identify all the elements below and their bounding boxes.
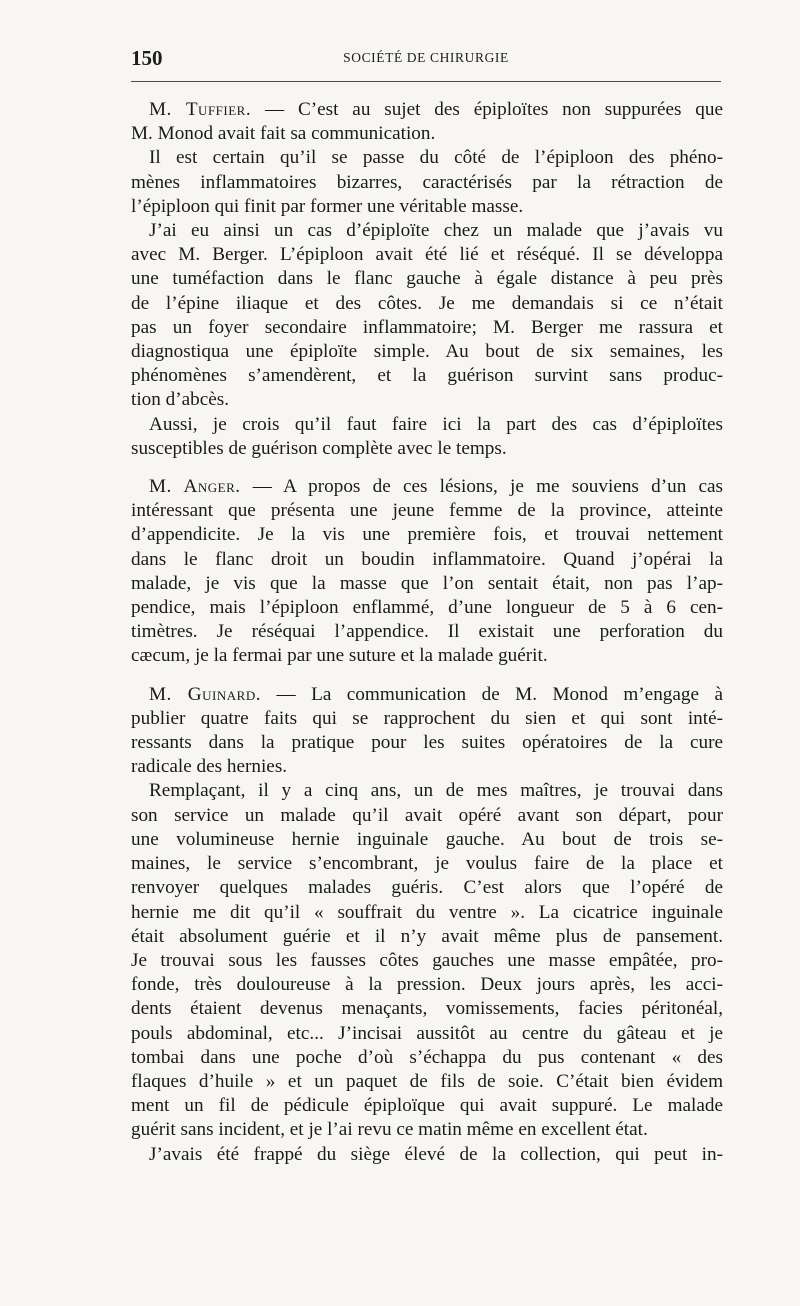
line-text: Remplaçant, il y a cinq ans, un de mes maîtres, je trouvai dans xyxy=(149,780,723,802)
text-line xyxy=(131,852,723,876)
text-line xyxy=(131,171,723,195)
text-line xyxy=(131,572,723,596)
line-text: une volumineuse hernie inguinale gauche. Au bout de trois se- xyxy=(131,828,723,850)
line-text: radicale des hernies. xyxy=(131,756,288,778)
text-line xyxy=(131,316,723,340)
text-line xyxy=(131,388,723,412)
text-line xyxy=(131,707,723,731)
text-line xyxy=(131,973,723,997)
line-text: pouls abdominal, etc... J’incisai aussitôt au centre du gâteau et je xyxy=(131,1022,723,1044)
text-line xyxy=(131,876,723,900)
line-text: tombai dans une poche d’où s’échappa du pus contenant « des xyxy=(131,1046,723,1068)
line-text: renvoyer quelques malades guéris. C’est alors que l’opéré de xyxy=(131,877,723,899)
text-line xyxy=(131,243,723,267)
line-text: ment un fil de pédicule épiploïque qui avait suppuré. Le malade xyxy=(131,1095,723,1117)
paragraph xyxy=(131,779,723,1142)
line-text: dents étaient devenus menaçants, vomissements, facies péritonéal, xyxy=(131,998,723,1020)
line-text: d’appendicite. Je la vis une première fois, et trouvai nettement xyxy=(131,524,723,546)
text-line xyxy=(131,644,723,668)
paragraph-gap xyxy=(131,669,723,683)
text-line xyxy=(131,731,723,755)
running-head: SOCIÉTÉ DE CHIRURGIE xyxy=(343,50,509,65)
text-line xyxy=(131,219,723,243)
paragraph-gap xyxy=(131,461,723,475)
text-line xyxy=(131,1143,723,1167)
speaker-paragraph xyxy=(131,683,723,780)
line-text: publier quatre faits qui se rapprochent du sien et qui sont inté- xyxy=(131,707,723,729)
line-text: l’épiploon qui finit par former une véritable masse. xyxy=(131,195,524,217)
line-text: une tuméfaction dans le flanc gauche à égale distance à peu près xyxy=(131,268,723,290)
speaker-name: M. Anger. xyxy=(149,476,241,498)
line-text: J’ai eu ainsi un cas d’épiploïte chez un malade que j’avais vu xyxy=(149,220,723,242)
text-line xyxy=(131,292,723,316)
speaker-paragraph xyxy=(131,475,723,669)
line-text: malade, je vis que la masse que l’on sentait était, non pas l’ap- xyxy=(131,572,723,594)
text-line xyxy=(131,195,723,219)
text-line xyxy=(131,779,723,803)
text-line xyxy=(131,122,723,146)
text-line xyxy=(131,1118,723,1142)
paragraph xyxy=(131,1143,723,1167)
line-text: dans le flanc droit un boudin inflammatoire. Quand j’opérai la xyxy=(131,548,723,570)
speaker-name: M. Guinard. xyxy=(149,683,262,705)
line-text: était absolument guérie et il n’y avait même plus de pansement. xyxy=(131,925,723,947)
line-text: diagnostiqua une épiploïte simple. Au bout de six semaines, les xyxy=(131,341,723,363)
line-text: Je trouvai sous les fausses côtes gauches une masse empâtée, pro- xyxy=(131,949,723,971)
text-line xyxy=(131,267,723,291)
text-line xyxy=(131,340,723,364)
text-line xyxy=(131,437,723,461)
text-line xyxy=(131,683,723,707)
paragraph xyxy=(131,413,723,461)
line-text: J’avais été frappé du siège élevé de la collection, qui peut in- xyxy=(149,1143,723,1165)
text-line xyxy=(131,925,723,949)
paragraph xyxy=(131,219,723,413)
line-text: hernie me dit qu’il « souffrait du ventre ». La cicatrice inguinale xyxy=(131,901,723,923)
line-text: tion d’abcès. xyxy=(131,389,230,411)
line-text: susceptibles de guérison complète avec le temps. xyxy=(131,437,507,459)
line-text: Il est certain qu’il se passe du côté de l’épiploon des phéno- xyxy=(149,147,723,169)
text-line xyxy=(131,828,723,852)
line-text: — C’est au sujet des épiploïtes non suppurées que xyxy=(251,99,723,120)
text-line xyxy=(131,523,723,547)
text-line xyxy=(131,755,723,779)
line-text: mènes inflammatoires bizarres, caractérisés par la rétraction de xyxy=(131,171,723,193)
line-text: flaques d’huile » et un paquet de fils de soie. C’était bien évidem xyxy=(131,1070,723,1092)
text-line xyxy=(131,1046,723,1070)
line-text: avec M. Berger. L’épiploon avait été lié et réséqué. Il se développa xyxy=(131,244,723,266)
page-header xyxy=(131,44,721,74)
text-line xyxy=(131,1022,723,1046)
text-line xyxy=(131,98,723,122)
line-text: intéressant que présenta une jeune femme de la province, atteinte xyxy=(131,500,723,522)
line-text: ressants dans la pratique pour les suites opératoires de la cure xyxy=(131,732,723,754)
line-text: Aussi, je crois qu’il faut faire ici la part des cas d’épiploïtes xyxy=(149,413,723,435)
line-text: cæcum, je la fermai par une suture et la malade guérit. xyxy=(131,645,548,667)
text-line xyxy=(131,1070,723,1094)
speaker-paragraph xyxy=(131,98,723,146)
line-text: guérit sans incident, et je l’ai revu ce matin même en excellent état. xyxy=(131,1119,648,1141)
text-line xyxy=(131,997,723,1021)
text-line xyxy=(131,364,723,388)
body-text xyxy=(131,98,723,1167)
text-line xyxy=(131,949,723,973)
text-line xyxy=(131,901,723,925)
speaker-name: M. Tuffier. xyxy=(149,99,252,120)
line-text: son service un malade qu’il avait opéré avant son départ, pour xyxy=(131,804,723,826)
line-text: M. Monod avait fait sa communication. xyxy=(131,123,436,145)
line-text: pas un foyer secondaire inflammatoire; M. Berger me rassura et xyxy=(131,316,723,338)
line-text: pendice, mais l’épiploon enflammé, d’une longueur de 5 à 6 cen- xyxy=(131,597,723,619)
line-text: phénomènes s’amendèrent, et la guérison survint sans produc- xyxy=(131,365,723,387)
line-text: — A propos de ces lésions, je me souviens d’un cas xyxy=(240,476,724,498)
text-line xyxy=(131,548,723,572)
line-text: de l’épine iliaque et des côtes. Je me demandais si ce n’était xyxy=(131,292,723,314)
line-text: timètres. Je réséquai l’appendice. Il existait une perforation du xyxy=(131,621,723,643)
line-text: fonde, très douloureuse à la pression. Deux jours après, les acci- xyxy=(131,974,723,996)
text-line xyxy=(131,413,723,437)
text-line xyxy=(131,475,723,499)
text-line xyxy=(131,499,723,523)
text-line xyxy=(131,146,723,170)
header-rule xyxy=(131,81,721,82)
line-text: — La communication de M. Monod m’engage à xyxy=(261,683,723,705)
paragraph xyxy=(131,146,723,219)
text-line xyxy=(131,804,723,828)
line-text: maines, le service s’encombrant, je voulus faire de la place et xyxy=(131,853,723,875)
text-line xyxy=(131,596,723,620)
page-number: 150 xyxy=(131,46,163,70)
text-line xyxy=(131,620,723,644)
text-line xyxy=(131,1094,723,1118)
